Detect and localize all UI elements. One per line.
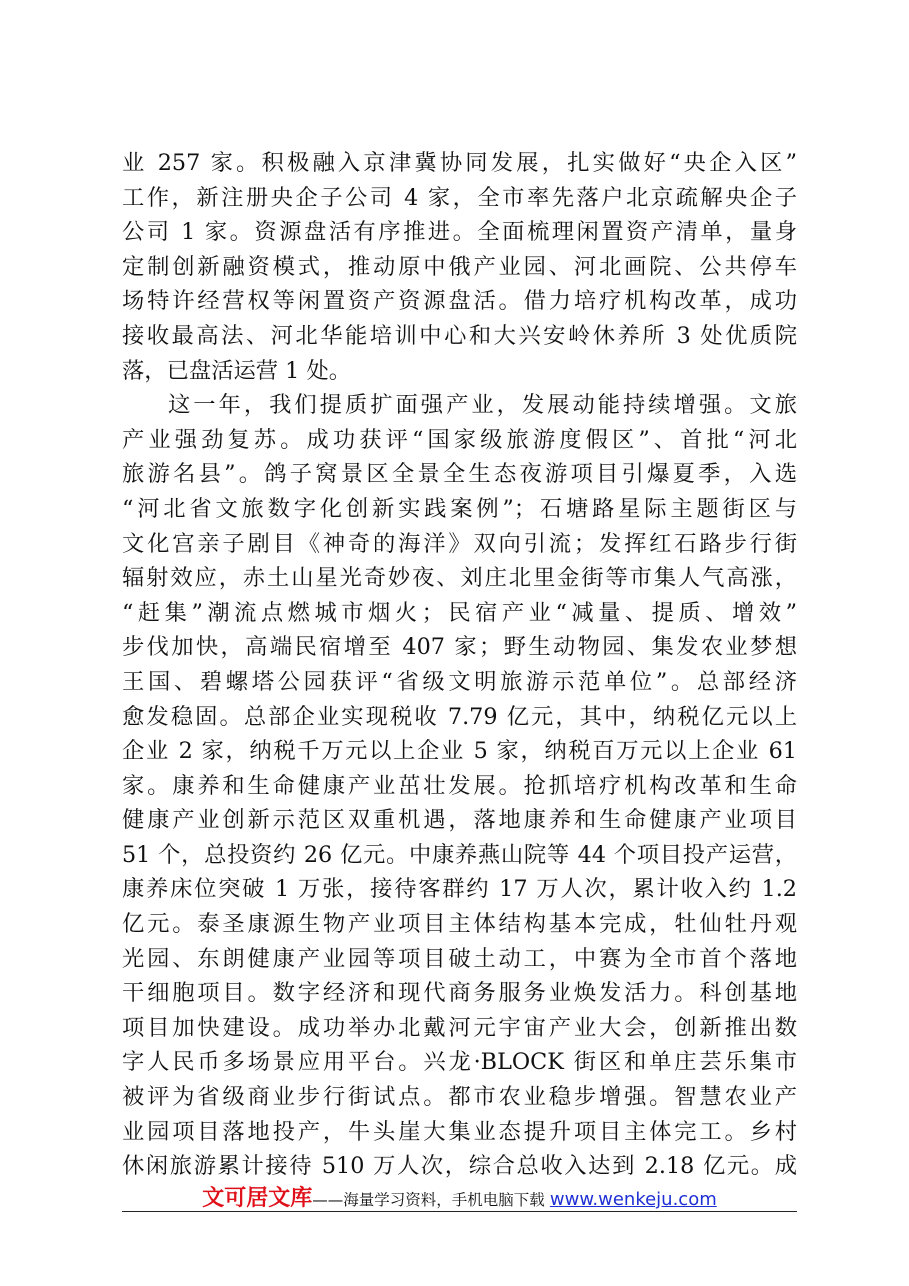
text-line: 王国、碧螺塔公园获评“省级文明旅游示范单位”。总部经济 xyxy=(122,668,797,695)
text-line: 项目加快建设。成功举办北戴河元宇宙产业大会，创新推出数 xyxy=(122,1014,797,1041)
footer-brand: 文可居文库 xyxy=(202,1186,313,1211)
footer-link[interactable]: www.wenkeju.com xyxy=(549,1189,717,1210)
text-line: 企业 2 家，纳税千万元以上企业 5 家，纳税百万元以上企业 61 xyxy=(122,738,797,765)
text-line: 被评为省级商业步行街试点。都市农业稳步增强。智慧农业产 xyxy=(122,1084,797,1111)
text-line: 接收最高法、河北华能培训中心和大兴安岭休养所 3 处优质院 xyxy=(122,322,797,349)
text-line: 亿元。泰圣康源生物产业项目主体结构基本完成，牡仙牡丹观 xyxy=(122,911,797,938)
page-footer xyxy=(122,1181,797,1212)
text-line: 辐射效应，赤土山星光奇妙夜、刘庄北里金街等市集人气高涨， xyxy=(122,565,797,592)
text-line: 旅游名县”。鸽子窝景区全景全生态夜游项目引爆夏季，入选 xyxy=(122,461,797,488)
text-line: “河北省文旅数字化创新实践案例”；石塘路星际主题街区与 xyxy=(122,495,797,522)
footer-tagline: ——海量学习资料，手机电脑下载 xyxy=(312,1191,545,1209)
text-line: 家。康养和生命健康产业茁壮发展。抢抓培疗机构改革和生命 xyxy=(122,772,797,799)
text-line: 光园、东朗健康产业园等项目破土动工，中赛为全市首个落地 xyxy=(122,945,797,972)
text-line: 文化宫亲子剧目《神奇的海洋》双向引流；发挥红石路步行街 xyxy=(122,530,797,557)
text-line: 场特许经营权等闲置资产资源盘活。借力培疗机构改革，成功 xyxy=(122,288,797,315)
text-line: 康养床位突破 1 万张，接待客群约 17 万人次，累计收入约 1.2 xyxy=(122,876,797,903)
body-text xyxy=(122,146,797,1184)
text-line: 产业强劲复苏。成功获评“国家级旅游度假区”、首批“河北 xyxy=(122,426,797,453)
text-line: 干细胞项目。数字经济和现代商务服务业焕发活力。科创基地 xyxy=(122,980,797,1007)
text-line: 工作，新注册央企子公司 4 家，全市率先落户北京疏解央企子 xyxy=(122,184,797,211)
text-line: 51 个，总投资约 26 亿元。中康养燕山院等 44 个项目投产运营， xyxy=(122,841,797,868)
text-line: 步伐加快，高端民宿增至 407 家；野生动物园、集发农业梦想 xyxy=(122,634,797,661)
text-line: 定制创新融资模式，推动原中俄产业园、河北画院、公共停车 xyxy=(122,253,797,280)
text-line: 休闲旅游累计接待 510 万人次，综合总收入达到 2.18 亿元。成 xyxy=(122,1153,797,1180)
text-line: 字人民币多场景应用平台。兴龙·BLOCK 街区和单庄芸乐集市 xyxy=(122,1049,797,1076)
text-line: 健康产业创新示范区双重机遇，落地康养和生命健康产业项目 xyxy=(122,807,797,834)
text-line: 业园项目落地投产，牛头崖大集业态提升项目主体完工。乡村 xyxy=(122,1118,797,1145)
text-line: 公司 1 家。资源盘活有序推进。全面梳理闲置资产清单，量身 xyxy=(122,219,797,246)
text-line: 愈发稳固。总部企业实现税收 7.79 亿元，其中，纳税亿元以上 xyxy=(122,703,797,730)
footer-divider xyxy=(122,1211,797,1212)
text-line: 落，已盘活运营 1 处。 xyxy=(122,357,352,384)
text-line: 业 257 家。积极融入京津冀协同发展，扎实做好“央企入区” xyxy=(122,150,797,176)
text-line: “赶集”潮流点燃城市烟火；民宿产业“减量、提质、增效” xyxy=(122,599,797,626)
paragraph-first-line: 这一年，我们提质扩面强产业，发展动能持续增强。文旅 xyxy=(168,392,797,419)
